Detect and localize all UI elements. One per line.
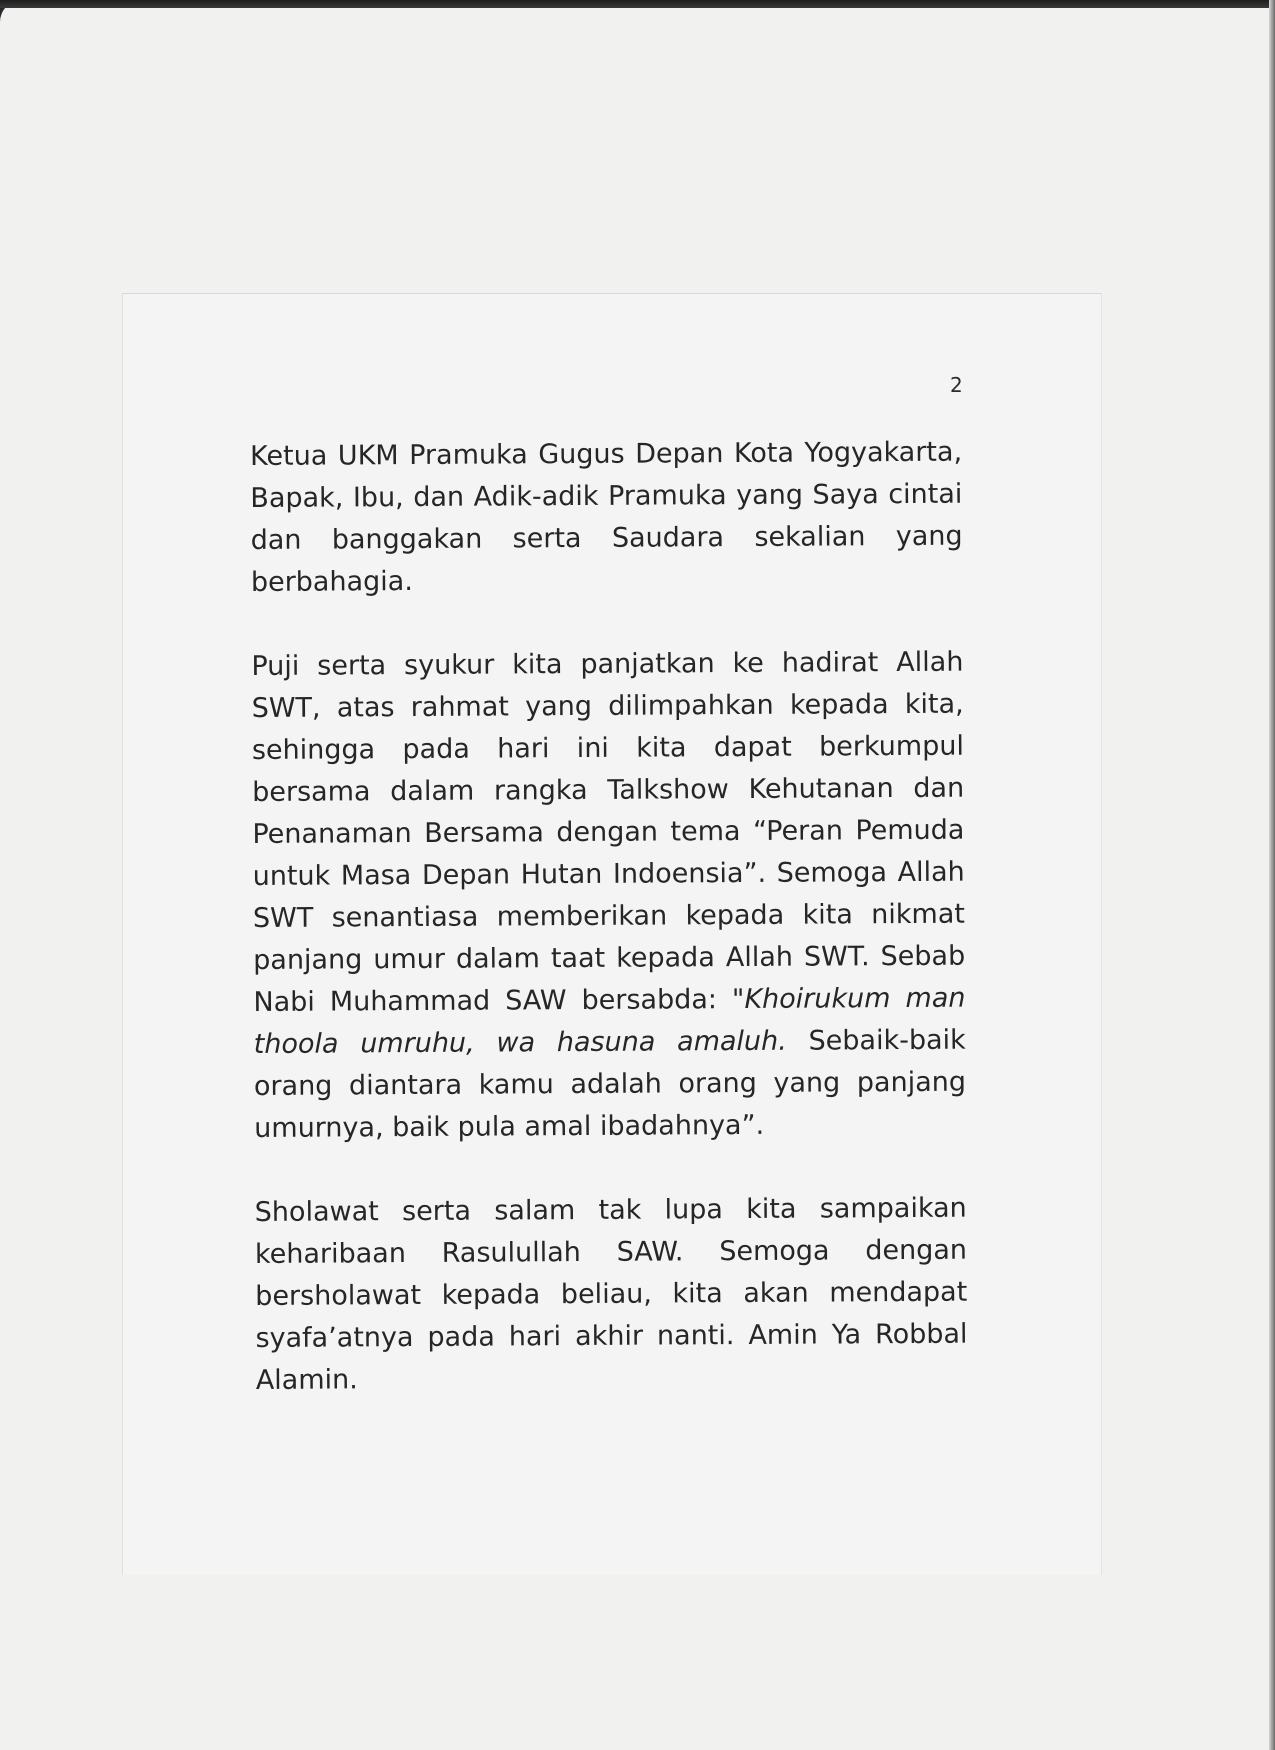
paragraph-opening-text: Puji serta syukur kita panjatkan ke hadirat Allah SWT, atas rahmat yang dilimpahkan kepada kita, sehingga pada hari ini kita dapat berkumpul bersama dalam rangka Talkshow Kehutanan dan Penanaman Bersama dengan tema “Peran Pemuda untuk Masa Depan Hutan Indoensia”. Semoga Allah SWT senantiasa memberikan kepada kita nikmat panjang umur dalam taat kepada Allah SWT. Sebab Nabi Muhammad SAW bersabda: bbox=[251, 646, 966, 1018]
paragraph-sholawat: Sholawat serta salam tak lupa kita sampaikan keharibaan Rasulullah SAW. Semoga dengan bersholawat kepada beliau, kita akan mendapat syafa’atnya pada hari akhir nanti. Amin Ya Robbal Alamin. bbox=[254, 1192, 968, 1396]
paragraph-opening bbox=[251, 642, 966, 1150]
document-body bbox=[250, 432, 968, 1444]
paragraph-greeting: Ketua UKM Pramuka Gugus Depan Kota Yogyakarta, Bapak, Ibu, dan Adik-adik Pramuka yang Saya cintai dan banggakan serta Saudara sekalian yang berbahagia. bbox=[250, 436, 963, 598]
scanner-top-edge bbox=[0, 0, 1275, 8]
scanner-right-edge bbox=[1269, 0, 1275, 1750]
page-number: 2 bbox=[950, 373, 963, 397]
hadith-quote: "Khoirukum man thoola umruhu, wa hasuna amaluh. bbox=[253, 982, 966, 1060]
paragraph-opening-translation: Sebaik-baik orang diantara kamu adalah orang yang panjang umurnya, baik pula amal ibadahnya”. bbox=[253, 1024, 967, 1144]
